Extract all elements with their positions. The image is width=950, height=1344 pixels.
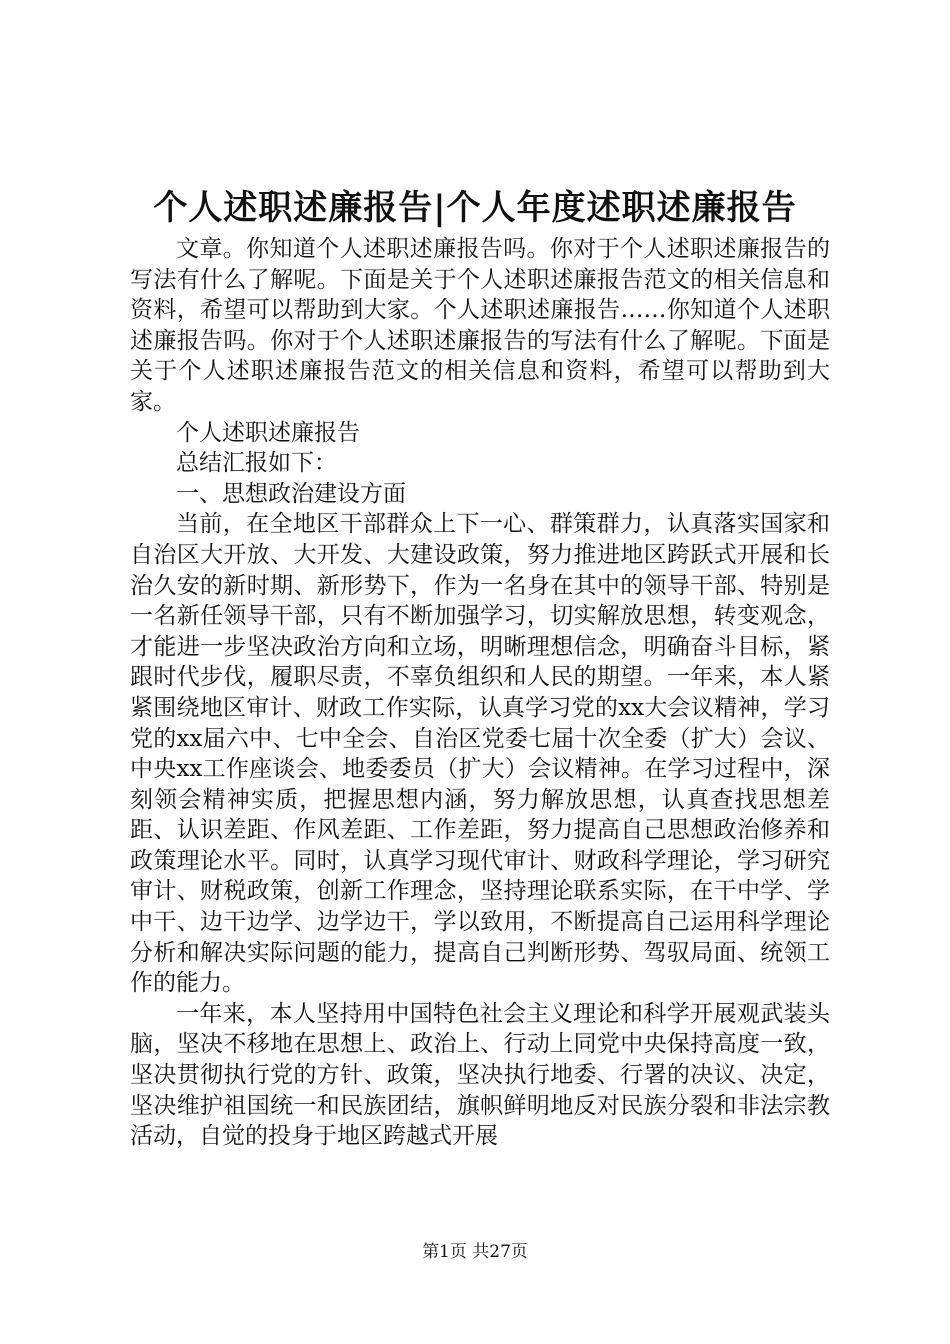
paragraph-body: 当前，在全地区干部群众上下一心、群策群力，认真落实国家和自治区大开放、大开发、大建设政策，努力推进地区跨跃式开展和长治久安的新时期、新形势下，作为一名身在其中的领导干部、特别是一名新任领导干部，只有不断加强学习，切实解放思想，转变观念，才能进一步坚决政治方向和立场，明晰理想信念，明确奋斗目标，紧跟时代步伐，履职尽责，不辜负组织和人民的期望。一年来，本人紧紧围绕地区审计、财政工作实际，认真学习党的xx大会议精神，学习党的xx届六中、七中全会、自治区党委七届十次全委（扩大）会议、中央xx工作座谈会、地委委员（扩大）会议精神。在学习过程中，深刻领会精神实质，把握思想内涵，努力解放思想，认真查找思想差距、认识差距、作风差距、工作差距，努力提高自己思想政治修养和政策理论水平。同时，认真学习现代审计、财政科学理论，学习研究审计、财税政策，创新工作理念，坚持理论联系实际，在干中学、学中干、边干边学、边学边干，学以致用，不断提高自己运用科学理论分析和解决实际问题的能力，提高自己判断形势、驾驭局面、统领工作的能力。 [130,511,830,997]
page-number: 第1页 共27页 [422,1242,528,1262]
section-heading: 一、思想政治建设方面 [176,480,406,507]
paragraph-intro: 文章。你知道个人述职述廉报告吗。你对于个人述职述廉报告的写法有什么了解呢。下面是关于个人述职述廉报告范文的相关信息和资料，希望可以帮助到大家。个人述职述廉报告……你知道个人述职述廉报告吗。你对于个人述职述廉报告的写法有什么了解呢。下面是关于个人述职述廉报告范文的相关信息和资料，希望可以帮助到大家。 [130,236,830,415]
paragraph-summary-lead: 总结汇报如下： [176,450,337,477]
paragraph-heading-report: 个人述职述廉报告 [176,419,360,446]
paragraph-body: 一年来，本人坚持用中国特色社会主义理论和科学开展观武装头脑，坚决不移地在思想上、政治上、行动上同党中央保持高度一致，坚决贯彻执行党的方针、政策，坚决执行地委、行署的决议、决定，坚决维护祖国统一和民族团结，旗帜鲜明地反对民族分裂和非法宗教活动，自觉的投身于地区跨越式开展 [130,1000,830,1150]
document-body [130,234,830,1152]
document-title: 个人述职述廉报告|个人年度述职述廉报告 [153,188,797,228]
